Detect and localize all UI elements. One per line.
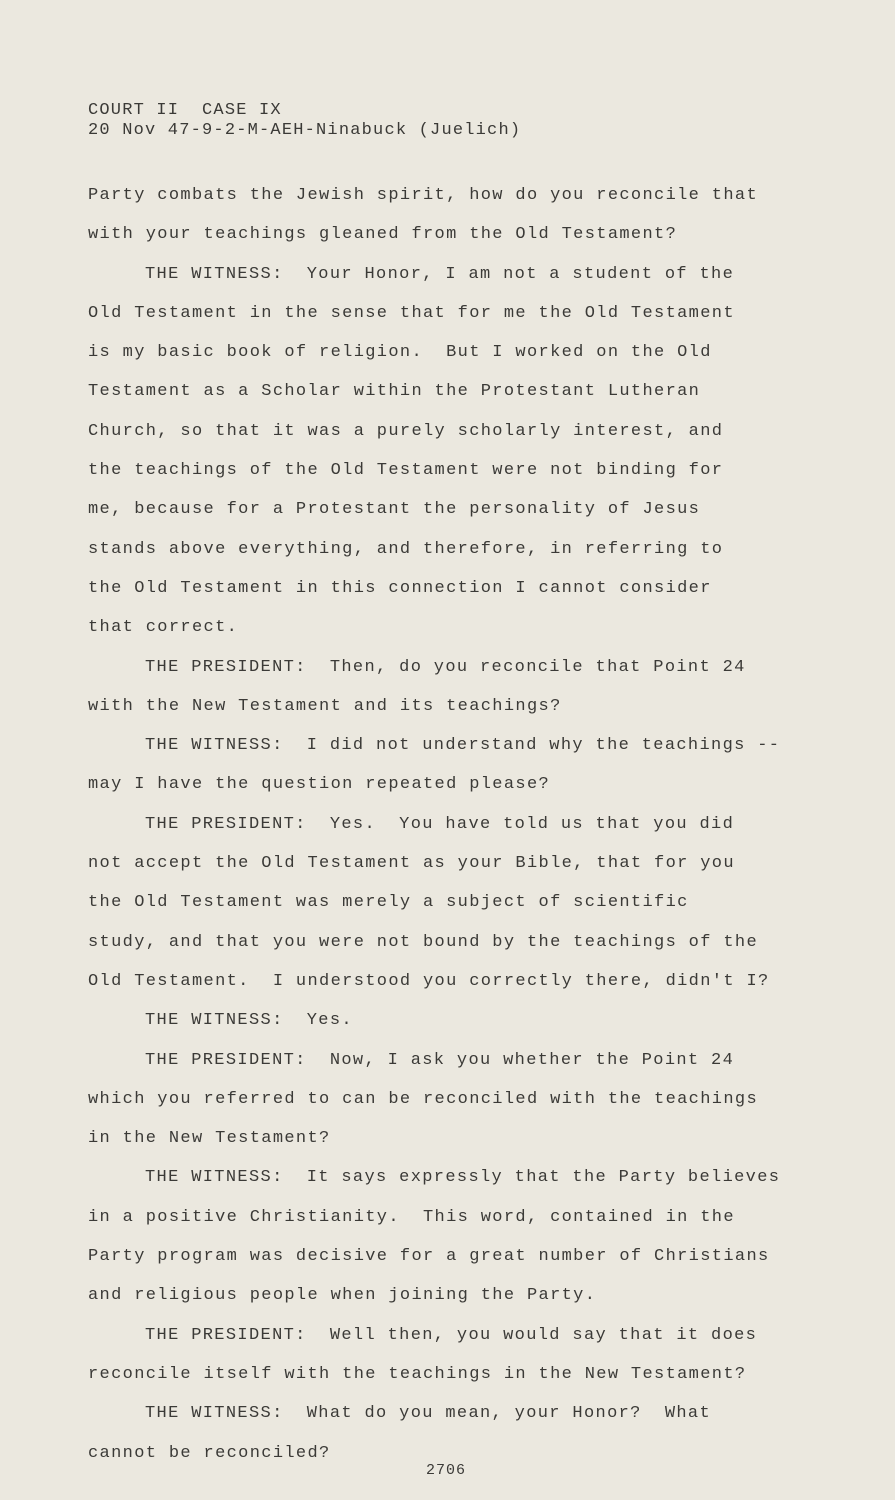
transcript-line: THE WITNESS: It says expressly that the Party believes (145, 1168, 781, 1188)
transcript-line: the Old Testament was merely a subject of scientific (88, 893, 689, 913)
transcript-line: with your teachings gleaned from the Old Testament? (88, 225, 678, 245)
transcript-line: that correct. (88, 618, 239, 638)
transcript-line: and religious people when joining the Party. (88, 1286, 597, 1306)
transcript-line: is my basic book of religion. But I worked on the Old (88, 343, 712, 363)
transcript-line: reconcile itself with the teachings in the New Testament? (88, 1364, 747, 1384)
transcript-line: THE WITNESS: I did not understand why the teachings -- (145, 736, 781, 756)
case-header: COURT II CASE IX (88, 101, 282, 120)
transcript-line: study, and that you were not bound by the teachings of the (88, 932, 758, 952)
transcript-line: Old Testament in the sense that for me the Old Testament (88, 303, 735, 323)
transcript-line: the teachings of the Old Testament were not binding for (88, 461, 724, 481)
transcript-line: may I have the question repeated please? (88, 775, 551, 795)
transcript-line: THE PRESIDENT: Then, do you reconcile that Point 24 (145, 657, 746, 677)
transcript-line: THE WITNESS: Yes. (145, 1011, 353, 1031)
transcript-line: stands above everything, and therefore, in referring to (88, 539, 724, 559)
transcript-line: THE WITNESS: What do you mean, your Honor? What (145, 1404, 712, 1424)
transcript-body (88, 176, 780, 1473)
transcript-line: Party combats the Jewish spirit, how do you reconcile that (88, 186, 758, 205)
transcript-line: in the New Testament? (88, 1129, 331, 1149)
transcript-line: in a positive Christianity. This word, contained in the (88, 1207, 735, 1227)
transcript-line: cannot be reconciled? (88, 1443, 331, 1463)
transcript-line: the Old Testament in this connection I cannot consider (88, 578, 712, 598)
transcript-line: which you referred to can be reconciled with the teachings (88, 1089, 758, 1109)
transcript-line: THE PRESIDENT: Yes. You have told us that you did (145, 814, 735, 834)
transcript-line: THE WITNESS: Your Honor, I am not a student of the (145, 264, 735, 284)
transcript-line: me, because for a Protestant the personality of Jesus (88, 500, 701, 520)
transcript-line: THE PRESIDENT: Well then, you would say that it does (145, 1325, 758, 1345)
transcript-line: Church, so that it was a purely scholarly interest, and (88, 421, 724, 441)
transcript-line: Testament as a Scholar within the Protestant Lutheran (88, 382, 701, 402)
page-number: 2706 (426, 1462, 467, 1479)
transcript-line: THE PRESIDENT: Now, I ask you whether the Point 24 (145, 1050, 735, 1070)
transcript-line: Party program was decisive for a great number of Christians (88, 1247, 770, 1267)
transcript-line: Old Testament. I understood you correctly there, didn't I? (88, 971, 770, 991)
transcript-line: with the New Testament and its teachings? (88, 696, 562, 716)
transcript-reference: 20 Nov 47-9-2-M-AEH-Ninabuck (Juelich) (88, 121, 522, 140)
transcript-line: not accept the Old Testament as your Bible, that for you (88, 854, 735, 874)
